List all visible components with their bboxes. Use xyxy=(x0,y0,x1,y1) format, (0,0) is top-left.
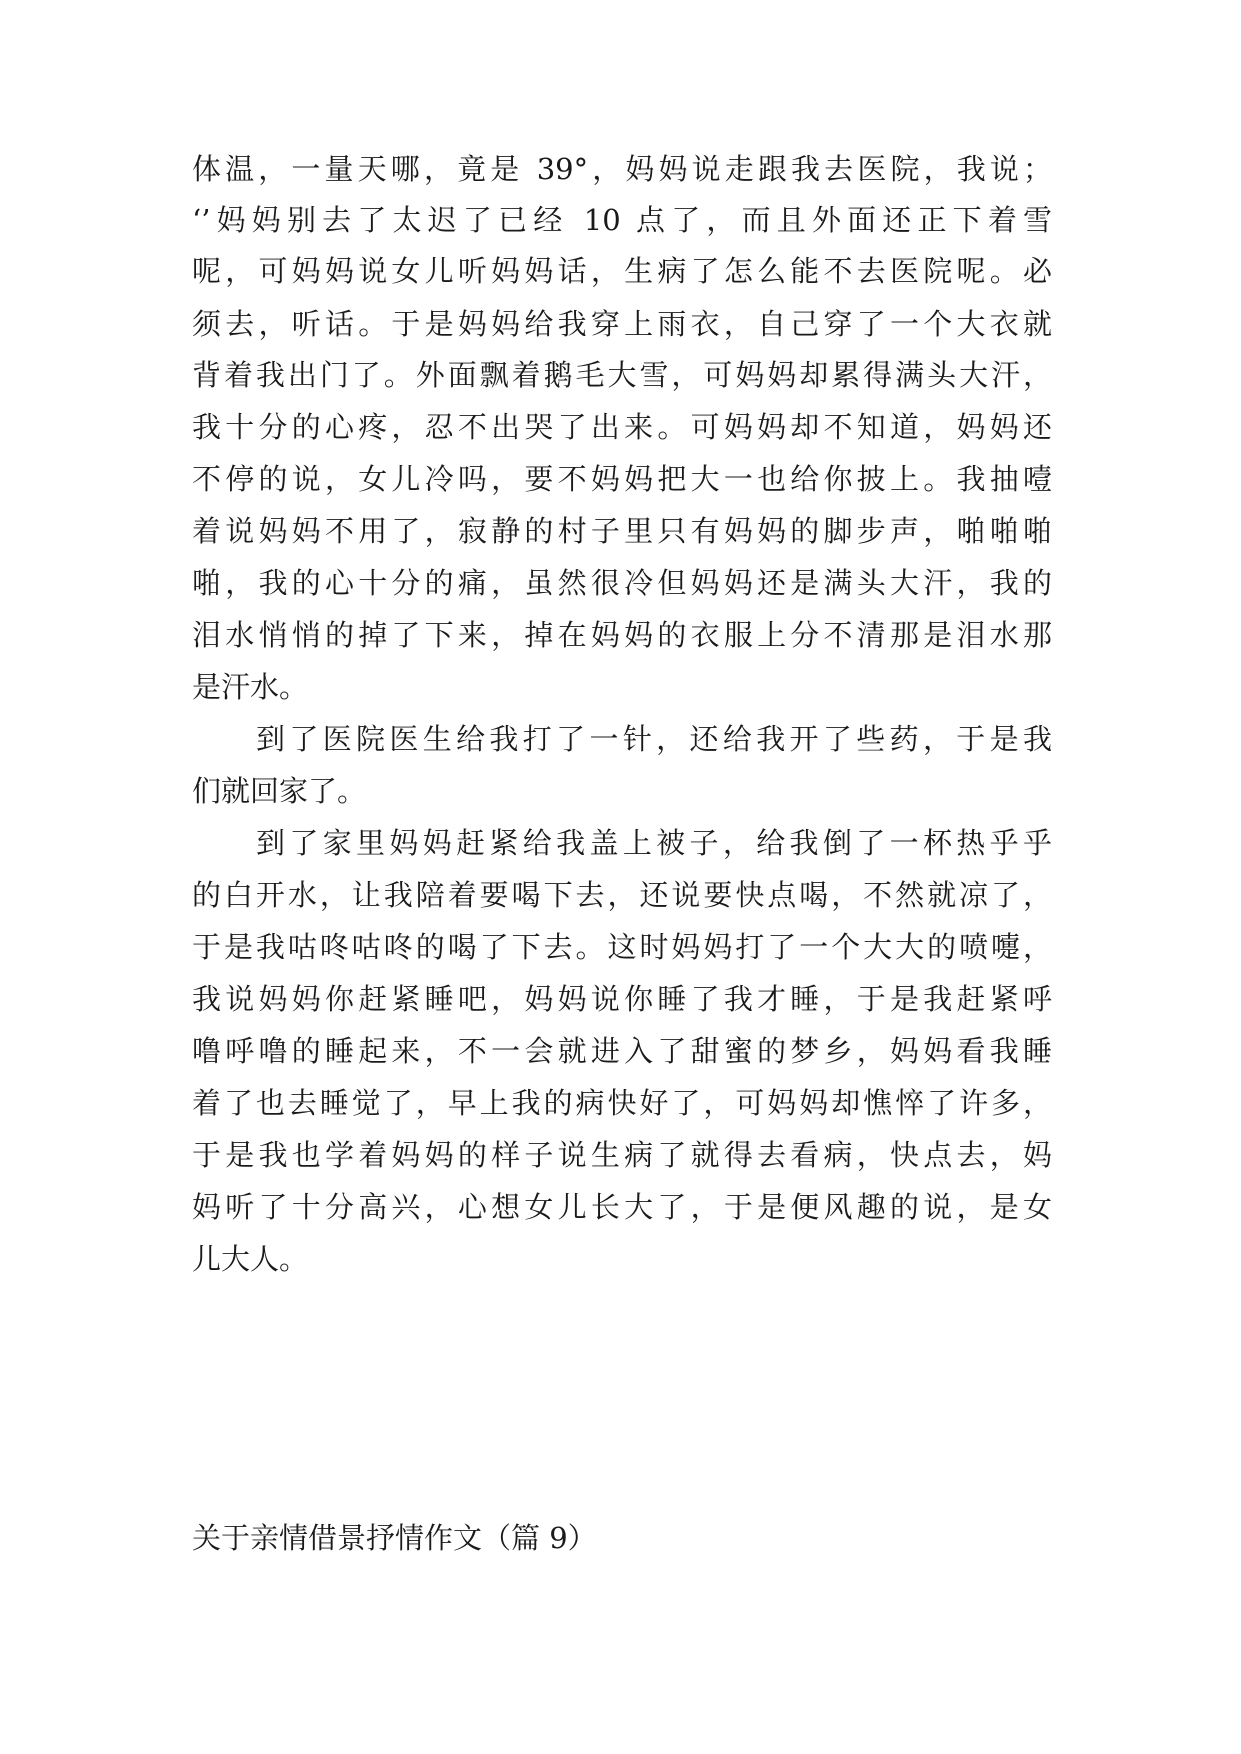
paragraph-1-line-1: 体温，一量天哪，竟是 39°，妈妈说走跟我去医院，我说； xyxy=(192,152,1052,186)
paragraph-3-line-5: 噜呼噜的睡起来，不一会就进入了甜蜜的梦乡，妈妈看我睡 xyxy=(192,1034,1052,1068)
paragraph-3-line-7: 于是我也学着妈妈的样子说生病了就得去看病，快点去，妈 xyxy=(192,1138,1052,1172)
paragraph-1-line-2: ‘’妈妈别去了太迟了已经 10 点了，而且外面还正下着雪 xyxy=(192,203,1052,237)
paragraph-3-line-4: 我说妈妈你赶紧睡吧，妈妈说你睡了我才睡，于是我赶紧呼 xyxy=(192,982,1052,1016)
paragraph-3-line-9: 儿大人。 xyxy=(192,1242,309,1276)
paragraph-1-line-10: 泪水悄悄的掉了下来，掉在妈妈的衣服上分不清那是泪水那 xyxy=(192,618,1052,652)
paragraph-1-line-8: 着说妈妈不用了，寂静的村子里只有妈妈的脚步声，啪啪啪 xyxy=(192,514,1052,548)
paragraph-1-line-7: 不停的说，女儿冷吗，要不妈妈把大一也给你披上。我抽噎 xyxy=(192,462,1052,496)
paragraph-1-line-6: 我十分的心疼，忍不出哭了出来。可妈妈却不知道，妈妈还 xyxy=(192,410,1052,444)
paragraph-3-line-8: 妈听了十分高兴，心想女儿长大了，于是便风趣的说，是女 xyxy=(192,1190,1052,1224)
paragraph-2-line-1: 到了医院医生给我打了一针，还给我开了些药，于是我 xyxy=(256,722,1052,756)
section-title: 关于亲情借景抒情作文（篇 9） xyxy=(192,1521,597,1555)
paragraph-1-line-3: 呢，可妈妈说女儿听妈妈话，生病了怎么能不去医院呢。必 xyxy=(192,254,1052,288)
paragraph-3-line-1: 到了家里妈妈赶紧给我盖上被子，给我倒了一杯热乎乎 xyxy=(256,826,1052,860)
paragraph-3-line-6: 着了也去睡觉了，早上我的病快好了，可妈妈却憔悴了许多， xyxy=(192,1086,1052,1120)
paragraph-1-line-5: 背着我出门了。外面飘着鹅毛大雪，可妈妈却累得满头大汗， xyxy=(192,358,1052,392)
paragraph-1-line-9: 啪，我的心十分的痛，虽然很冷但妈妈还是满头大汗，我的 xyxy=(192,566,1052,600)
paragraph-3-line-3: 于是我咕咚咕咚的喝了下去。这时妈妈打了一个大大的喷嚏， xyxy=(192,930,1052,964)
paragraph-1-line-4: 须去，听话。于是妈妈给我穿上雨衣，自己穿了一个大衣就 xyxy=(192,307,1052,341)
paragraph-2-line-2: 们就回家了。 xyxy=(192,774,367,808)
paragraph-1-line-11: 是汗水。 xyxy=(192,670,309,704)
paragraph-3-line-2: 的白开水，让我陪着要喝下去，还说要快点喝，不然就凉了， xyxy=(192,878,1052,912)
